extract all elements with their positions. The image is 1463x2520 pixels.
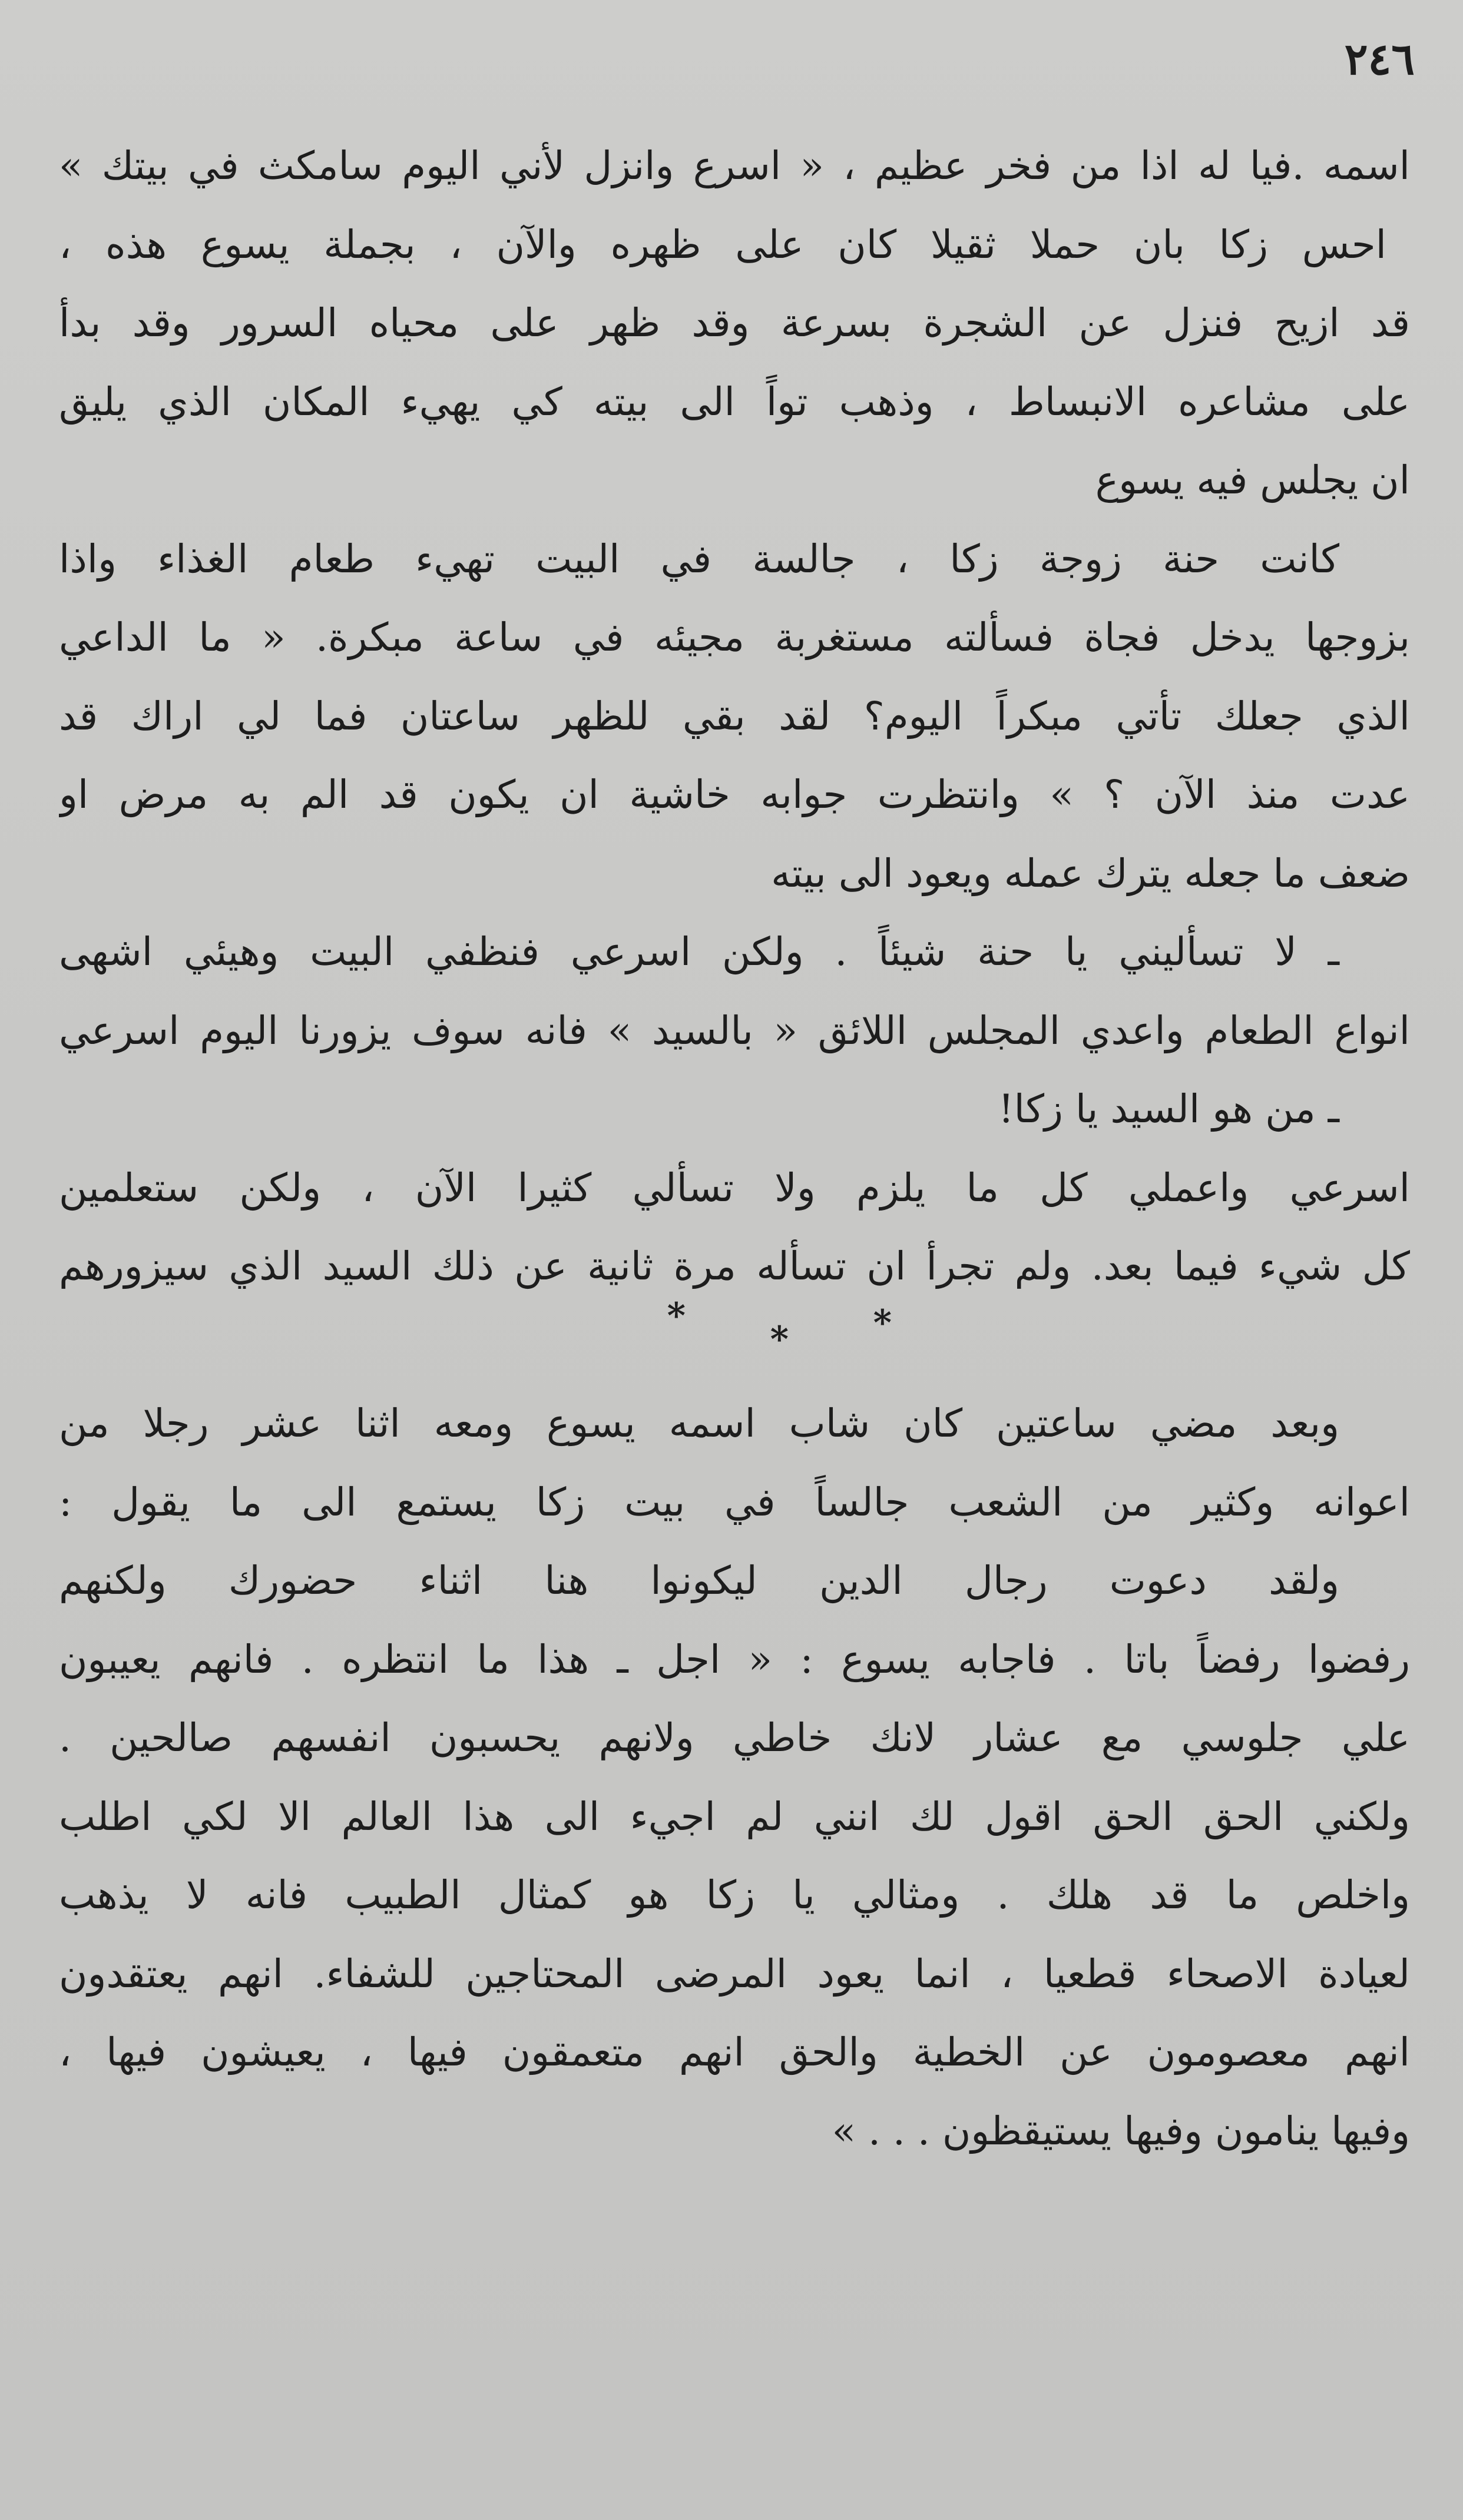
text-line: احس زكا بان حملا ثقيلا كان على ظهره والآن ، بجملة يسوع هذه ، [59, 221, 1386, 267]
text-line: على مشاعره الانبساط ، وذهب تواً الى بيته كي يهيء المكان الذي يليق [59, 379, 1410, 425]
separator-star: * [667, 1295, 686, 1337]
text-line: ولكني الحق الحق اقول لك انني لم اجيء الى هذا العالم الا لكي اطلب [59, 1793, 1410, 1839]
page-number: ٢٤٦ [1344, 34, 1415, 85]
text-line: ان يجلس فيه يسوع [1095, 457, 1410, 503]
section-separator [59, 1295, 1410, 1385]
text-line: واخلص ما قد هلك . ومثالي يا زكا هو كمثال الطبيب فانه لا يذهب [59, 1872, 1410, 1918]
text-line: ـ من هو السيد يا زكا! [998, 1086, 1339, 1132]
body-text [59, 127, 1410, 2170]
text-line: عدت منذ الآن ؟ » وانتظرت جوابه خاشية ان يكون قد الم به مرض او [59, 772, 1410, 817]
text-line: انواع الطعام واعدي المجلس اللائق « بالسيد » فانه سوف يزورنا اليوم اسرعي [59, 1007, 1410, 1053]
text-line: اسرعي واعملي كل ما يلزم ولا تسألي كثيرا الآن ، ولكن ستعلمين [59, 1165, 1410, 1211]
text-line: ـ لا تسأليني يا حنة شيئاً . ولكن اسرعي فنظفي البيت وهيئي اشهى [59, 929, 1339, 974]
text-line: وبعد مضي ساعتين كان شاب اسمه يسوع ومعه اثنا عشر رجلا من [59, 1401, 1339, 1446]
text-line: علي جلوسي مع عشار لانك خاطي ولانهم يحسبون انفسهم صالحين . [59, 1715, 1410, 1760]
text-line: كل شيء فيما بعد. ولم تجرأ ان تسأله مرة ثانية عن ذلك السيد الذي سيزورهم [59, 1244, 1410, 1289]
text-line: الذي جعلك تأتي مبكراً اليوم؟ لقد بقي للظهر ساعتان فما لي اراك قد [59, 693, 1410, 739]
text-line: اعوانه وكثير من الشعب جالساً في بيت زكا يستمع الى ما يقول : [59, 1479, 1410, 1525]
text-line: قد ازيح فنزل عن الشجرة بسرعة وقد ظهر على محياه السرور وقد بدأ [59, 300, 1410, 346]
text-line: لعيادة الاصحاء قطعيا ، انما يعود المرضى المحتاجين للشفاء. انهم يعتقدون [59, 1951, 1410, 1997]
text-line: رفضوا رفضاً باتا . فاجابه يسوع : « اجل ـ هذا ما انتظره . فانهم يعيبون [59, 1636, 1410, 1682]
text-line: كانت حنة زوجة زكا ، جالسة في البيت تهيء طعام الغذاء واذا [59, 536, 1339, 582]
text-line: ضعف ما جعله يترك عمله ويعود الى بيته [771, 850, 1410, 896]
text-line: وفيها ينامون وفيها يستيقظون . . . » [832, 2108, 1410, 2154]
text-line: اسمه .فيا له اذا من فخر عظيم ، « اسرع وانزل لأني اليوم سامكث في بيتك » [59, 143, 1410, 188]
text-line: ولقد دعوت رجال الدين ليكونوا هنا اثناء حضورك ولكنهم [59, 1558, 1339, 1603]
separator-star: * [770, 1318, 789, 1360]
text-line: بزوجها يدخل فجاة فسألته مستغربة مجيئه في ساعة مبكرة. « ما الداعي [59, 615, 1410, 660]
text-line: انهم معصومون عن الخطية والحق انهم متعمقون فيها ، يعيشون فيها ، [59, 2030, 1410, 2075]
separator-star: * [873, 1302, 892, 1344]
